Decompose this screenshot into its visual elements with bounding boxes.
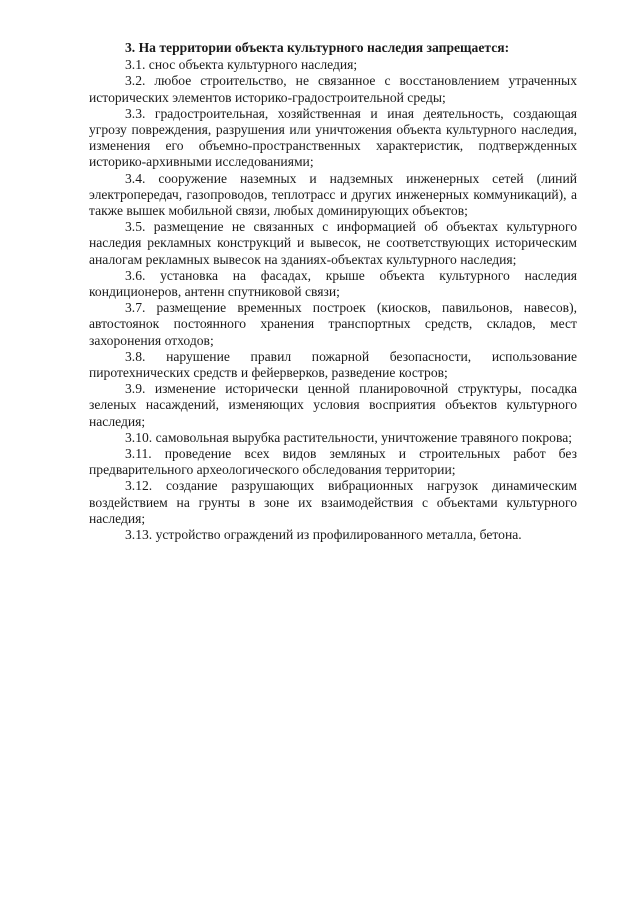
- list-item-3-5: 3.5. размещение не связанных с информацией об объектах культурного наследия рекламных конструкций и вывесок, не соответствующих историческим аналогам рекламных вывесок на зданиях-объектах культурного наследия;: [89, 219, 577, 267]
- document-body: [89, 40, 577, 543]
- list-item-3-9: 3.9. изменение исторически ценной планировочной структуры, посадка зеленых насаждений, изменяющих условия восприятия объектов культурного наследия;: [89, 381, 577, 429]
- list-item-3-2: 3.2. любое строительство, не связанное с восстановлением утраченных исторических элементов историко-градостроительной среды;: [89, 73, 577, 105]
- list-item-3-8: 3.8. нарушение правил пожарной безопасности, использование пиротехнических средств и фейерверков, разведение костров;: [89, 348, 577, 381]
- list-item-3-3: 3.3. градостроительная, хозяйственная и иная деятельность, создающая угрозу повреждения, разрушения или уничтожения объекта культурного наследия, изменения его объемно-пространственных характеристик, подтвержденных историко-архивными исследованиями;: [89, 105, 577, 170]
- section-heading: 3. На территории объекта культурного наследия запрещается:: [125, 40, 510, 55]
- list-item-3-7: 3.7. размещение временных построек (киосков, павильонов, навесов), автостоянок постоянного хранения транспортных средств, складов, мест захоронения отходов;: [89, 300, 577, 348]
- list-item-3-12: 3.12. создание разрушающих вибрационных нагрузок динамическим воздействием на грунты в зоне их взаимодействия с объектами культурного наследия;: [89, 478, 577, 526]
- list-item-3-11: 3.11. проведение всех видов земляных и строительных работ без предварительного археологического обследования территории;: [89, 446, 577, 478]
- list-item-3-1: 3.1. снос объекта культурного наследия;: [125, 57, 358, 73]
- list-item-3-13: 3.13. устройство ограждений из профилированного металла, бетона.: [125, 527, 522, 543]
- list-item-3-10: 3.10. самовольная вырубка растительности, уничтожение травяного покрова;: [125, 429, 573, 445]
- list-item-3-6: 3.6. установка на фасадах, крыше объекта культурного наследия кондиционеров, антенн спутниковой связи;: [89, 267, 577, 300]
- list-item-3-4: 3.4. сооружение наземных и надземных инженерных сетей (линий электропередач, газопроводов, теплотрасс и других инженерных коммуникаций), а также вышек мобильной связи, любых доминирующих объектов;: [89, 170, 577, 219]
